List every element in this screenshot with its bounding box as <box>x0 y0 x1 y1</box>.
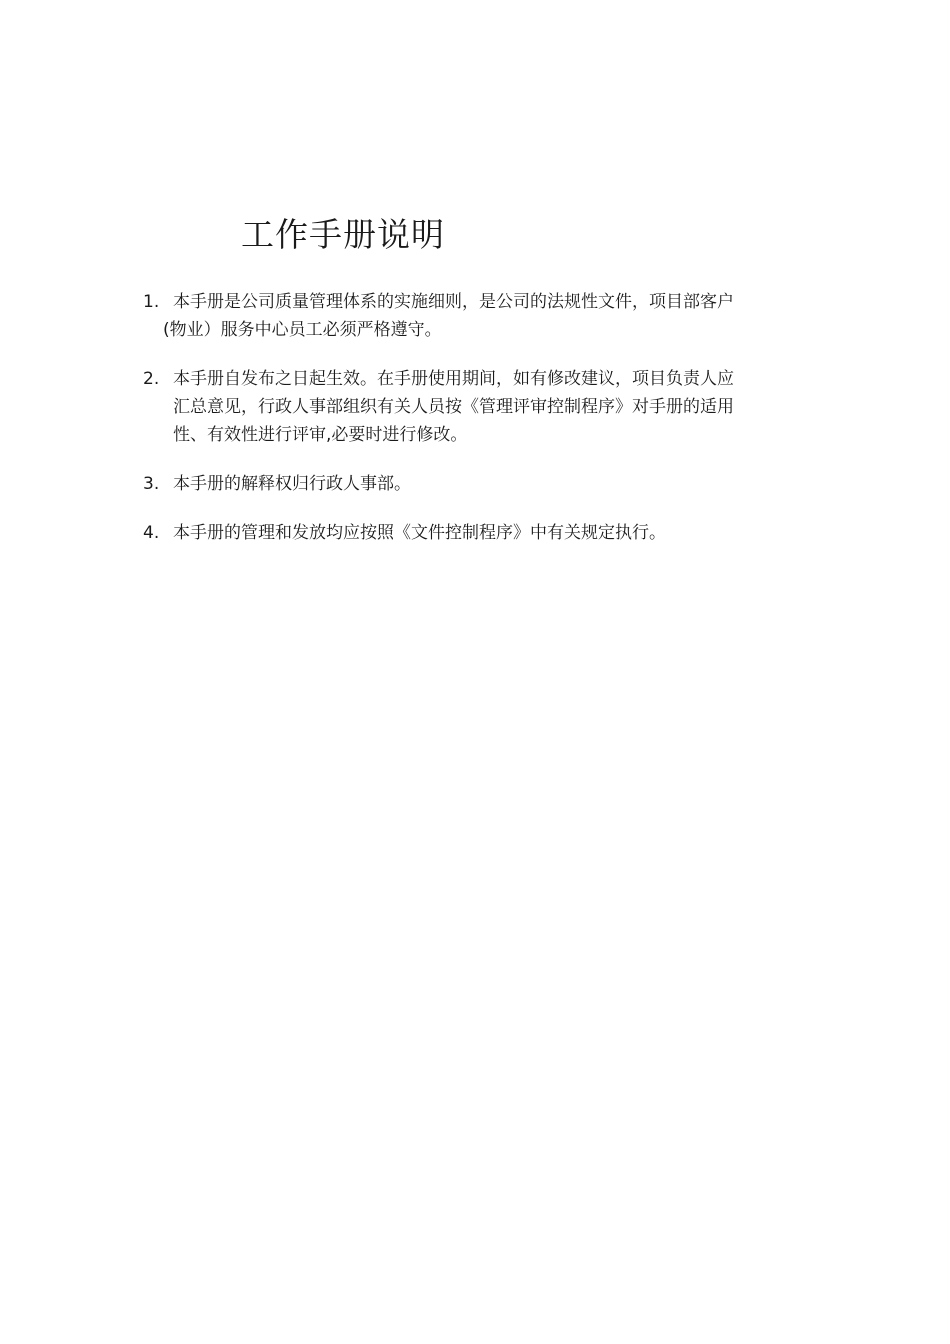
item-text-line: 本手册是公司质量管理体系的实施细则，是公司的法规性文件，项目部客户 <box>173 292 734 312</box>
item-text-line: 本手册的管理和发放均应按照《文件控制程序》中有关规定执行。 <box>173 523 666 543</box>
list-item <box>143 288 823 344</box>
list-item <box>143 470 823 498</box>
item-text-line: 性、有效性进行评审,必要时进行修改。 <box>173 425 468 445</box>
item-number: 2. <box>143 369 160 389</box>
list-item <box>143 365 823 449</box>
item-number: 1. <box>143 292 160 312</box>
list-item <box>143 519 823 547</box>
item-number: 3. <box>143 474 160 494</box>
document-title: 工作手册说明 <box>241 215 445 254</box>
item-text-line: 本手册自发布之日起生效。在手册使用期间，如有修改建议，项目负责人应 <box>173 369 734 389</box>
instruction-list <box>143 288 823 568</box>
item-text-line: (物业）服务中心员工必须严格遵守。 <box>163 320 442 340</box>
item-text-line: 本手册的解释权归行政人事部。 <box>173 474 411 494</box>
item-text-line: 汇总意见，行政人事部组织有关人员按《管理评审控制程序》对手册的适用 <box>173 397 734 417</box>
item-number: 4. <box>143 523 160 543</box>
